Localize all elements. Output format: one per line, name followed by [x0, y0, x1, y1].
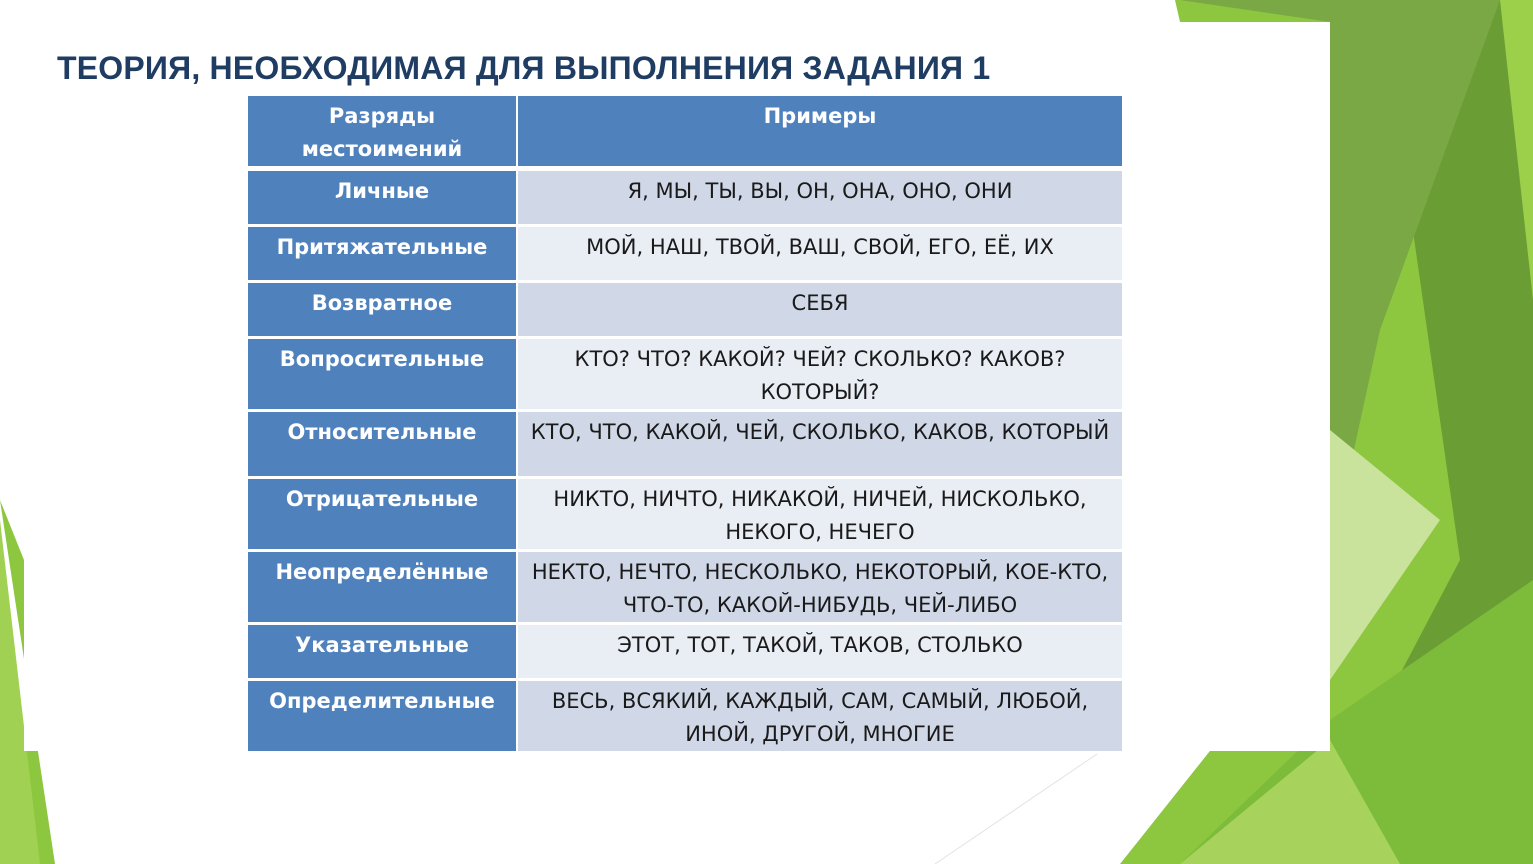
header-categories: Разряды местоимений: [248, 96, 518, 171]
table-row: [248, 283, 1124, 339]
category-cell: Возвратное: [248, 283, 518, 339]
slide-title: ТЕОРИЯ, НЕОБХОДИМАЯ ДЛЯ ВЫПОЛНЕНИЯ ЗАДАНИЯ 1: [57, 50, 991, 86]
table-row: [248, 412, 1124, 479]
header-examples: Примеры: [518, 96, 1124, 171]
table-row: [248, 339, 1124, 412]
examples-cell: СЕБЯ: [518, 283, 1124, 339]
examples-cell: КТО, ЧТО, КАКОЙ, ЧЕЙ, СКОЛЬКО, КАКОВ, КОТОРЫЙ: [518, 412, 1124, 479]
examples-cell: ВЕСЬ, ВСЯКИЙ, КАЖДЫЙ, САМ, САМЫЙ, ЛЮБОЙ, ИНОЙ, ДРУГОЙ, МНОГИЕ: [518, 681, 1124, 754]
table-row: [248, 681, 1124, 754]
category-cell: Относительные: [248, 412, 518, 479]
table-row: [248, 552, 1124, 625]
category-cell: Указательные: [248, 625, 518, 681]
category-cell: Определительные: [248, 681, 518, 754]
table-row: [248, 171, 1124, 227]
category-cell: Притяжательные: [248, 227, 518, 283]
examples-cell: ЭТОТ, ТОТ, ТАКОЙ, ТАКОВ, СТОЛЬКО: [518, 625, 1124, 681]
category-cell: Вопросительные: [248, 339, 518, 412]
table-header-row: [248, 96, 1124, 171]
category-cell: Личные: [248, 171, 518, 227]
examples-cell: Я, МЫ, ТЫ, ВЫ, ОН, ОНА, ОНО, ОНИ: [518, 171, 1124, 227]
category-cell: Неопределённые: [248, 552, 518, 625]
table-row: [248, 479, 1124, 552]
pronoun-categories-table: [248, 96, 1124, 754]
examples-cell: МОЙ, НАШ, ТВОЙ, ВАШ, СВОЙ, ЕГО, ЕЁ, ИХ: [518, 227, 1124, 283]
table-row: [248, 625, 1124, 681]
examples-cell: НИКТО, НИЧТО, НИКАКОЙ, НИЧЕЙ, НИСКОЛЬКО, НЕКОГО, НЕЧЕГО: [518, 479, 1124, 552]
examples-cell: НЕКТО, НЕЧТО, НЕСКОЛЬКО, НЕКОТОРЫЙ, КОЕ-КТО, ЧТО-ТО, КАКОЙ-НИБУДЬ, ЧЕЙ-ЛИБО: [518, 552, 1124, 625]
category-cell: Отрицательные: [248, 479, 518, 552]
table-row: [248, 227, 1124, 283]
examples-cell: КТО? ЧТО? КАКОЙ? ЧЕЙ? СКОЛЬКО? КАКОВ? КОТОРЫЙ?: [518, 339, 1124, 412]
